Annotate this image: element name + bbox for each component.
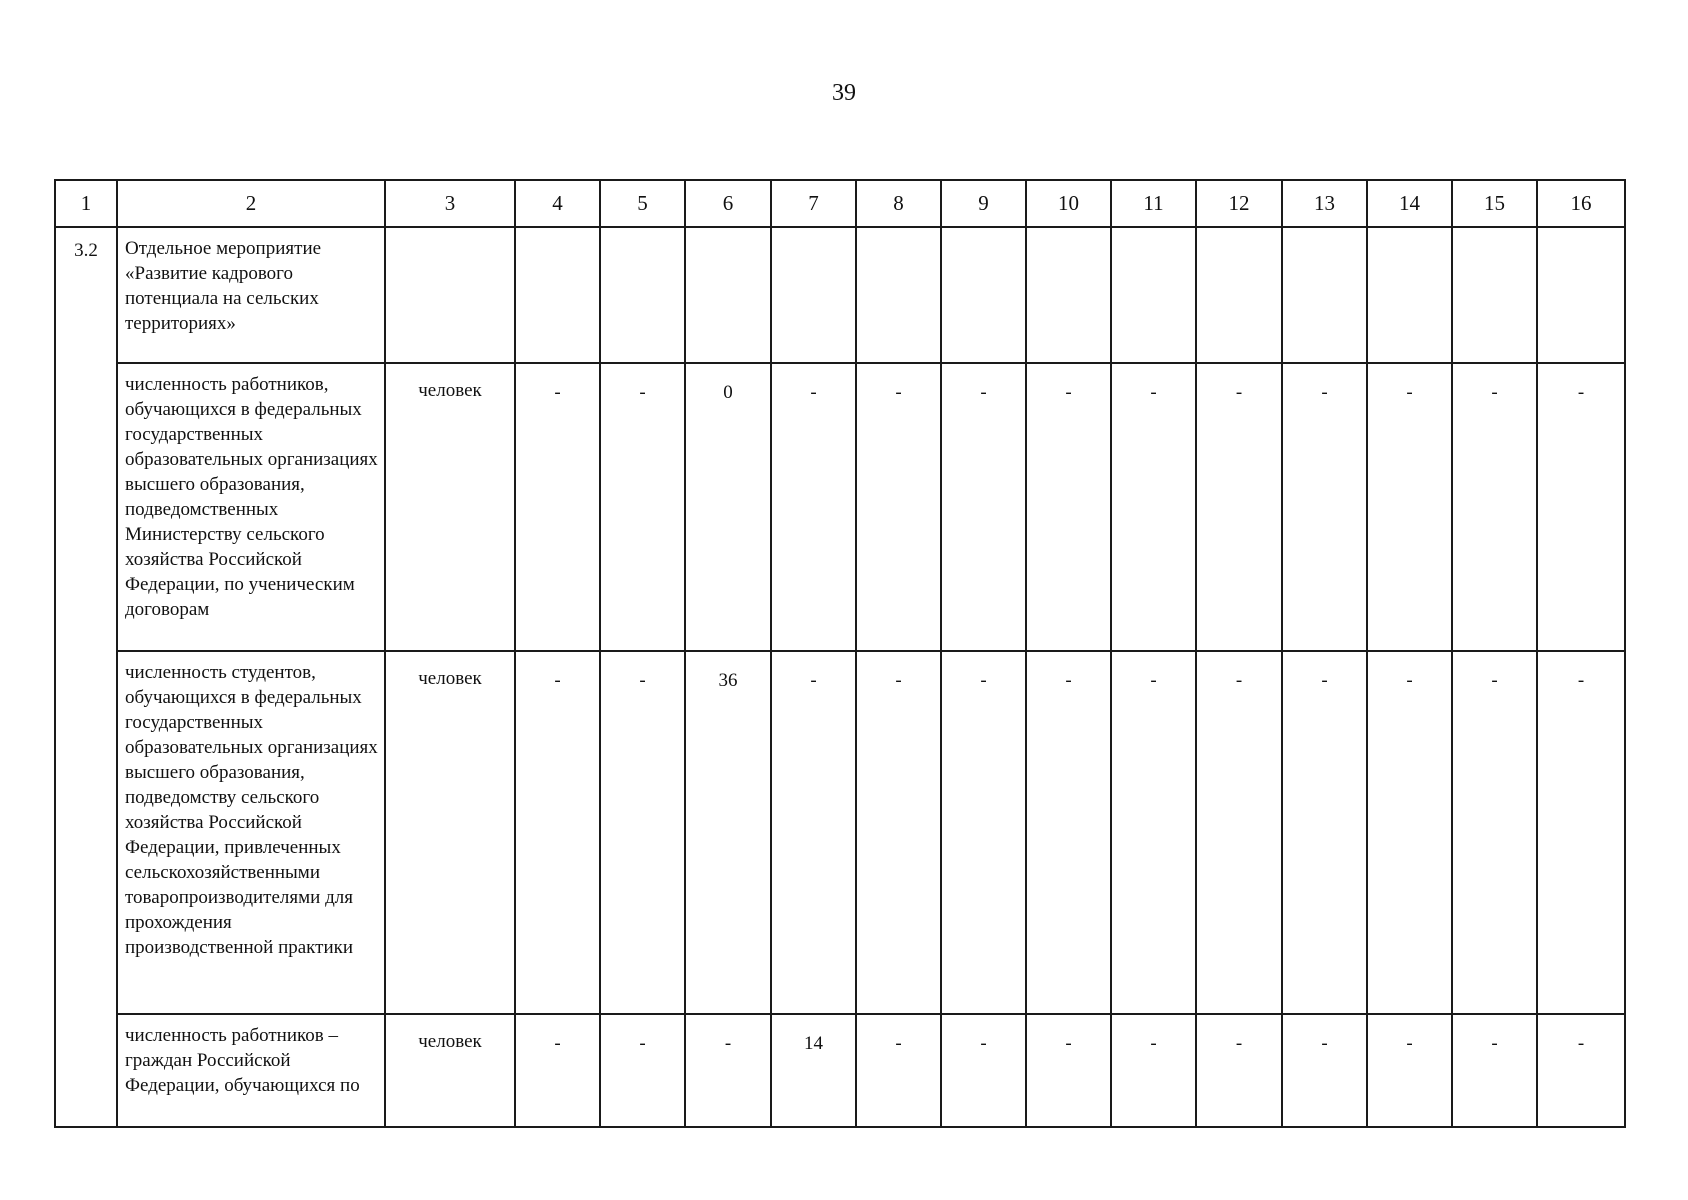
value-cell: - xyxy=(1537,363,1625,651)
value-cell: - xyxy=(1111,651,1196,1014)
empty-cell xyxy=(1537,227,1625,363)
empty-cell xyxy=(1196,227,1282,363)
value-cell: - xyxy=(1367,651,1452,1014)
value-cell: 0 xyxy=(685,363,771,651)
column-header-15: 15 xyxy=(1452,180,1537,227)
value-cell: - xyxy=(685,1014,771,1127)
value-cell: - xyxy=(1537,1014,1625,1127)
section-index-cell: 3.2 xyxy=(55,227,117,1127)
section-title-cell: Отдельное мероприятие «Развитие кадрового потенциала на сельских территориях» xyxy=(117,227,385,363)
indicator-row xyxy=(55,363,1625,651)
indicators-table xyxy=(54,179,1626,1128)
empty-cell xyxy=(1111,227,1196,363)
empty-cell xyxy=(1452,227,1537,363)
value-cell: - xyxy=(771,651,856,1014)
value-cell: - xyxy=(1026,1014,1111,1127)
value-cell: - xyxy=(515,1014,600,1127)
empty-cell xyxy=(515,227,600,363)
column-header-8: 8 xyxy=(856,180,941,227)
value-cell: - xyxy=(1367,363,1452,651)
column-header-6: 6 xyxy=(685,180,771,227)
column-header-7: 7 xyxy=(771,180,856,227)
value-cell: - xyxy=(1282,1014,1367,1127)
column-header-9: 9 xyxy=(941,180,1026,227)
empty-cell xyxy=(771,227,856,363)
empty-cell xyxy=(1026,227,1111,363)
value-cell: - xyxy=(1282,363,1367,651)
value-cell: - xyxy=(856,651,941,1014)
value-cell: - xyxy=(1452,363,1537,651)
empty-cell xyxy=(856,227,941,363)
column-header-3: 3 xyxy=(385,180,515,227)
column-header-16: 16 xyxy=(1537,180,1625,227)
value-cell: - xyxy=(1452,651,1537,1014)
indicator-description-cell: численность работников, обучающихся в федеральных государственных образовательных организациях высшего образования, подведомственных Министерству сельского хозяйства Российской Федерации, по ученическим договорам xyxy=(117,363,385,651)
unit-cell: человек xyxy=(385,651,515,1014)
page-number: 39 xyxy=(832,80,856,106)
column-header-2: 2 xyxy=(117,180,385,227)
table-header-row xyxy=(55,180,1625,227)
empty-cell xyxy=(600,227,685,363)
column-header-5: 5 xyxy=(600,180,685,227)
indicator-description-cell: численность студентов, обучающихся в федеральных государственных образовательных организациях высшего образования, подведомству сельского хозяйства Российской Федерации, привлеченных сельскохозяйственными товаропроизводителями для прохождения производственной практики xyxy=(117,651,385,1014)
value-cell: - xyxy=(941,651,1026,1014)
column-header-10: 10 xyxy=(1026,180,1111,227)
indicator-description-cell: численность работников – граждан Российской Федерации, обучающихся по xyxy=(117,1014,385,1127)
value-cell: - xyxy=(1196,363,1282,651)
indicator-row xyxy=(55,651,1625,1014)
value-cell: - xyxy=(600,363,685,651)
column-header-1: 1 xyxy=(55,180,117,227)
value-cell: - xyxy=(1537,651,1625,1014)
empty-cell xyxy=(385,227,515,363)
column-header-12: 12 xyxy=(1196,180,1282,227)
value-cell: - xyxy=(1111,1014,1196,1127)
value-cell: - xyxy=(1026,363,1111,651)
value-cell: 14 xyxy=(771,1014,856,1127)
empty-cell xyxy=(685,227,771,363)
unit-cell: человек xyxy=(385,363,515,651)
column-header-14: 14 xyxy=(1367,180,1452,227)
column-header-11: 11 xyxy=(1111,180,1196,227)
value-cell: - xyxy=(1282,651,1367,1014)
indicator-row xyxy=(55,1014,1625,1127)
value-cell: - xyxy=(1367,1014,1452,1127)
column-header-4: 4 xyxy=(515,180,600,227)
value-cell: - xyxy=(1026,651,1111,1014)
value-cell: 36 xyxy=(685,651,771,1014)
value-cell: - xyxy=(856,363,941,651)
column-header-13: 13 xyxy=(1282,180,1367,227)
section-row xyxy=(55,227,1625,363)
value-cell: - xyxy=(856,1014,941,1127)
value-cell: - xyxy=(771,363,856,651)
value-cell: - xyxy=(515,651,600,1014)
value-cell: - xyxy=(515,363,600,651)
empty-cell xyxy=(1367,227,1452,363)
unit-cell: человек xyxy=(385,1014,515,1127)
value-cell: - xyxy=(600,1014,685,1127)
value-cell: - xyxy=(1452,1014,1537,1127)
value-cell: - xyxy=(1111,363,1196,651)
value-cell: - xyxy=(941,1014,1026,1127)
empty-cell xyxy=(941,227,1026,363)
value-cell: - xyxy=(1196,1014,1282,1127)
empty-cell xyxy=(1282,227,1367,363)
value-cell: - xyxy=(1196,651,1282,1014)
value-cell: - xyxy=(600,651,685,1014)
value-cell: - xyxy=(941,363,1026,651)
